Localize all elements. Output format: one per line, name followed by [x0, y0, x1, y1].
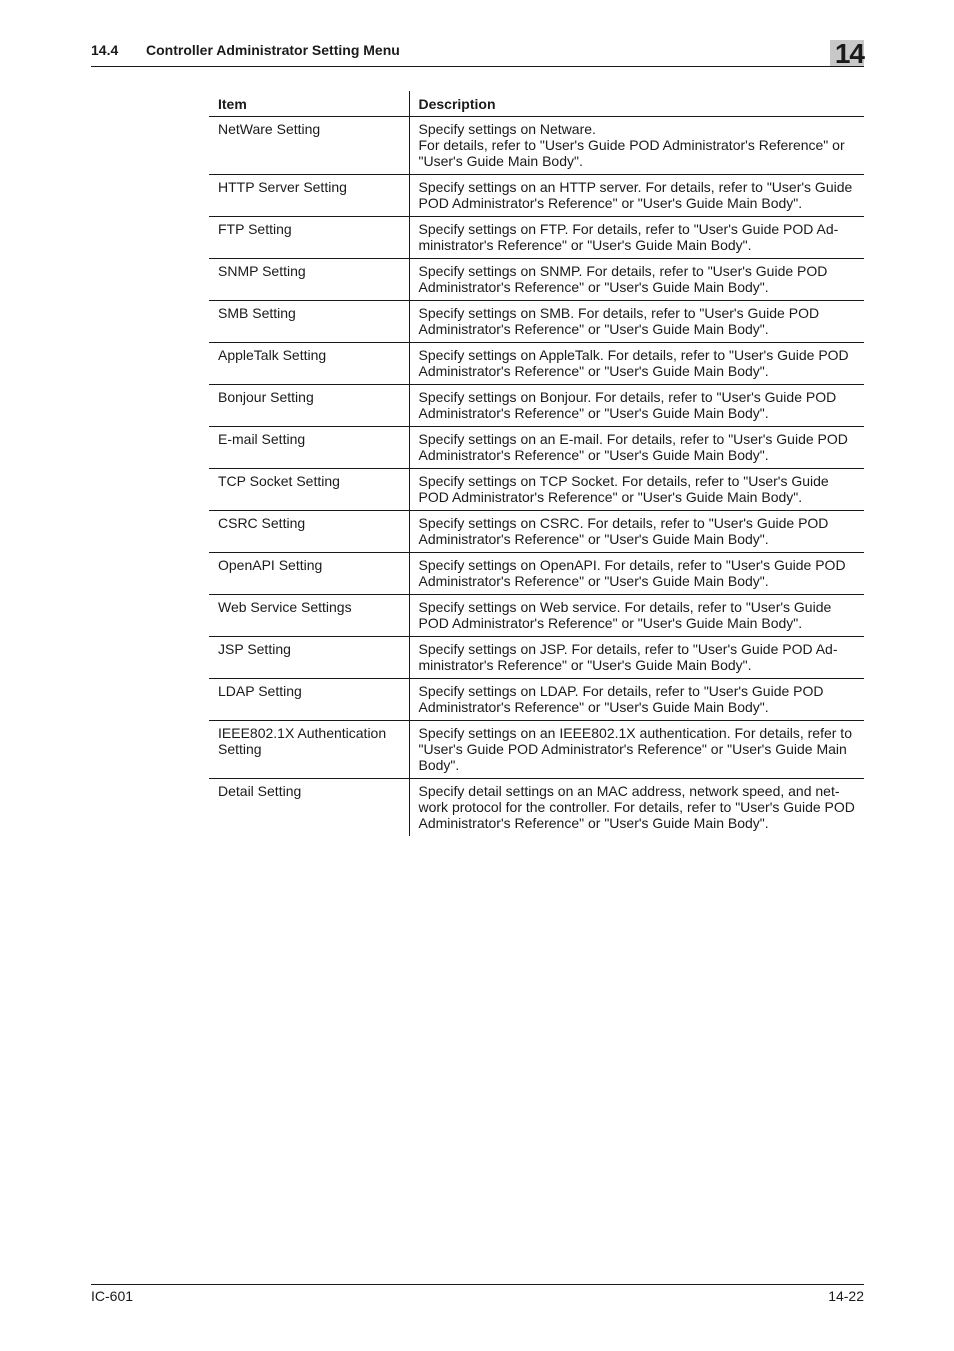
description-cell: Specify settings on an E-mail. For details, refer to "User's Guide POD Administrator's Reference" or "User's Guide Main Body".	[409, 427, 864, 469]
item-cell: E-mail Setting	[209, 427, 409, 469]
footer-page-number: 14-22	[828, 1288, 864, 1304]
description-cell: Specify settings on AppleTalk. For details, refer to "User's Guide POD Administrator's Reference" or "User's Guide Main Body".	[409, 343, 864, 385]
table-row	[209, 175, 864, 217]
table-row	[209, 779, 864, 837]
item-cell: FTP Setting	[209, 217, 409, 259]
item-cell: TCP Socket Setting	[209, 469, 409, 511]
chapter-number: 14	[834, 38, 864, 69]
table-row	[209, 259, 864, 301]
table-row	[209, 679, 864, 721]
description-cell: Specify settings on OpenAPI. For details, refer to "User's Guide POD Administrator's Reference" or "User's Guide Main Body".	[409, 553, 864, 595]
item-cell: HTTP Server Setting	[209, 175, 409, 217]
page-footer	[91, 1284, 864, 1304]
settings-table	[209, 91, 864, 836]
description-cell: Specify settings on LDAP. For details, refer to "User's Guide POD Administrator's Reference" or "User's Guide Main Body".	[409, 679, 864, 721]
table-row	[209, 511, 864, 553]
section-title: Controller Administrator Setting Menu	[146, 42, 400, 58]
table-header-row	[209, 91, 864, 117]
column-header-description: Description	[409, 91, 864, 117]
description-cell: Specify settings on FTP. For details, refer to "User's Guide POD Ad-ministrator's Reference" or "User's Guide Main Body".	[409, 217, 864, 259]
description-cell: Specify settings on TCP Socket. For details, refer to "User's Guide POD Administrator's Reference" or "User's Guide Main Body".	[409, 469, 864, 511]
description-cell: Specify settings on CSRC. For details, refer to "User's Guide POD Administrator's Reference" or "User's Guide Main Body".	[409, 511, 864, 553]
table-row	[209, 721, 864, 779]
column-header-item: Item	[209, 91, 409, 117]
item-cell: SNMP Setting	[209, 259, 409, 301]
item-cell: Detail Setting	[218, 783, 302, 799]
table-row	[209, 427, 864, 469]
description-cell: Specify detail settings on an MAC address, network speed, and net-work protocol for the controller. For details, refer to "User's Guide POD Administrator's Reference" or "User's Guide Main Body".	[409, 779, 864, 837]
table-row	[209, 595, 864, 637]
table-body	[209, 117, 864, 837]
chapter-tab	[830, 38, 864, 69]
description-cell: Specify settings on Web service. For details, refer to "User's Guide POD Administrator's Reference" or "User's Guide Main Body".	[409, 595, 864, 637]
description-cell: Specify settings on SNMP. For details, refer to "User's Guide POD Administrator's Reference" or "User's Guide Main Body".	[409, 259, 864, 301]
description-cell: Specify settings on SMB. For details, refer to "User's Guide POD Administrator's Reference" or "User's Guide Main Body".	[409, 301, 864, 343]
description-cell: Specify settings on an IEEE802.1X authentication. For details, refer to "User's Guide POD Administrator's Reference" or "User's Guide Main Body".	[409, 721, 864, 779]
table-row	[209, 553, 864, 595]
description-cell: Specify settings on Bonjour. For details, refer to "User's Guide POD Administrator's Reference" or "User's Guide Main Body".	[409, 385, 864, 427]
item-cell: AppleTalk Setting	[209, 343, 409, 385]
item-cell: SMB Setting	[209, 301, 409, 343]
table-row	[209, 469, 864, 511]
description-cell: Specify settings on Netware. For details, refer to "User's Guide POD Administrator's Reference" or "User's Guide Main Body".	[409, 117, 864, 175]
description-cell: Specify settings on an HTTP server. For details, refer to "User's Guide POD Administrator's Reference" or "User's Guide Main Body".	[409, 175, 864, 217]
table-row	[209, 385, 864, 427]
table-row	[209, 301, 864, 343]
footer-model: IC-601	[91, 1288, 134, 1304]
table-row	[209, 117, 864, 175]
item-cell: Bonjour Setting	[209, 385, 409, 427]
table-row	[209, 343, 864, 385]
section-number: 14.4	[91, 42, 119, 58]
table-row	[209, 217, 864, 259]
item-cell: LDAP Setting	[209, 679, 409, 721]
item-cell: IEEE802.1X Authentication Setting	[209, 721, 409, 779]
running-header	[91, 40, 864, 67]
item-cell: CSRC Setting	[209, 511, 409, 553]
item-cell: Web Service Settings	[209, 595, 409, 637]
table-row	[209, 637, 864, 679]
item-cell: OpenAPI Setting	[209, 553, 409, 595]
item-cell: NetWare Setting	[209, 117, 409, 175]
description-cell: Specify settings on JSP. For details, refer to "User's Guide POD Ad-ministrator's Reference" or "User's Guide Main Body".	[409, 637, 864, 679]
item-cell: JSP Setting	[209, 637, 409, 679]
